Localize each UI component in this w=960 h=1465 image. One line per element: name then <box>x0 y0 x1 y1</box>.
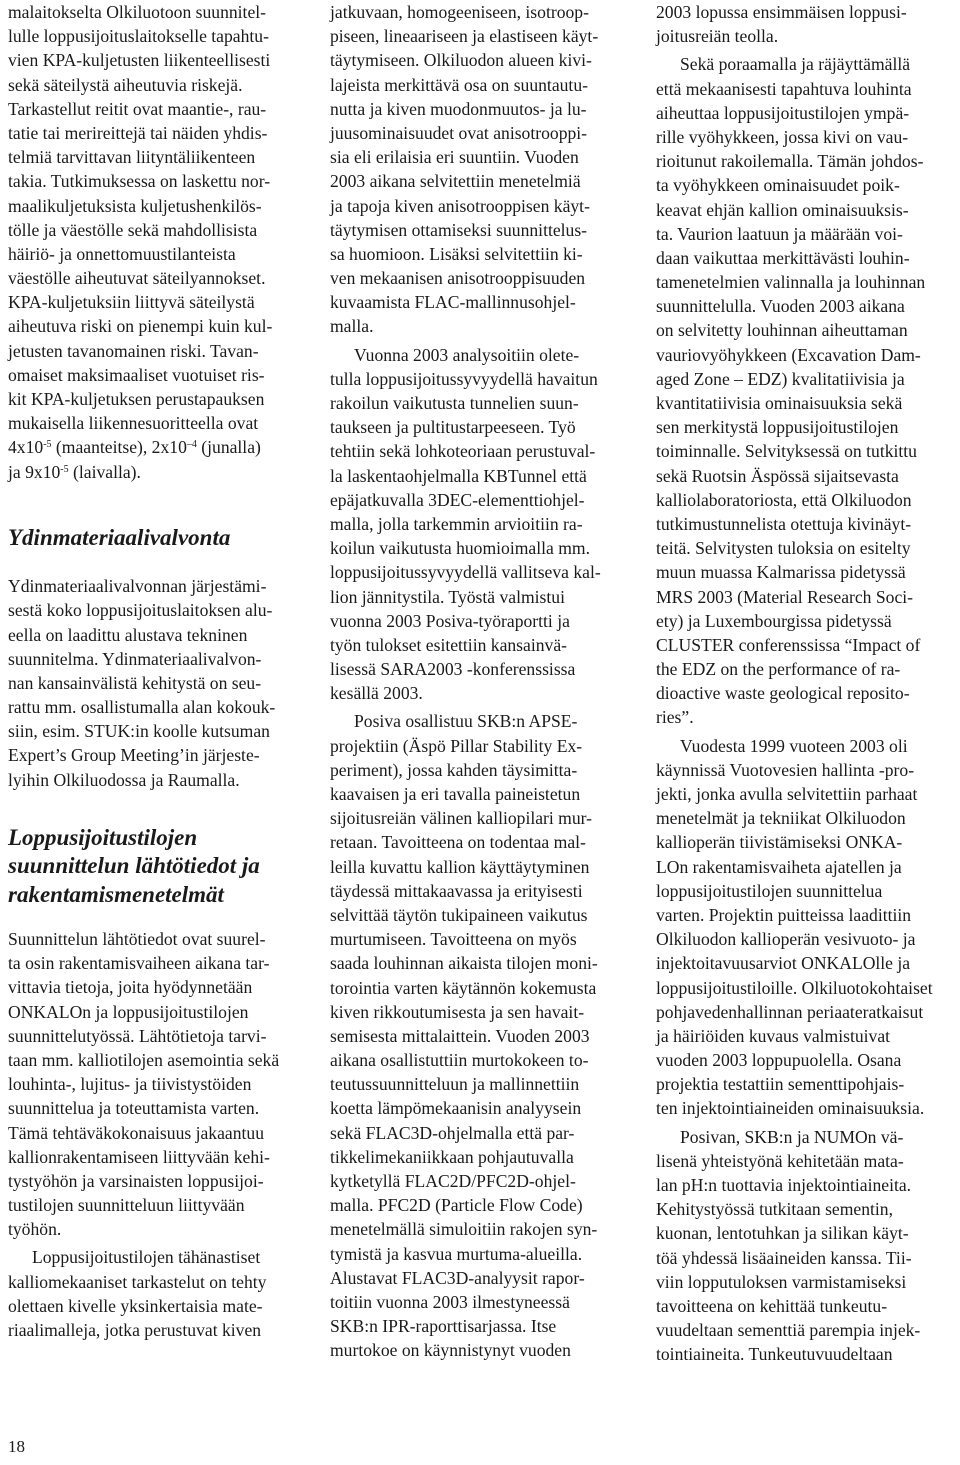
text-line: Vuodesta 1999 vuoteen 2003 oli <box>680 735 908 756</box>
text-line: suunnittelulla. Vuoden 2003 aikana <box>656 296 905 317</box>
paragraph-apse-project <box>330 709 632 1362</box>
text-line: epäjatkuvalla 3DEC-elementtiohjel- <box>330 489 585 510</box>
text-line: ries”. <box>656 707 694 728</box>
text-line: lulle loppusijoituslaitokselle tapahtu- <box>8 26 269 47</box>
text-line: lisenä yhteistyönä kehitetään mata- <box>656 1150 904 1171</box>
text-line: sekä FLAC3D-ohjelmalla että par- <box>330 1122 575 1143</box>
paragraph-grouting <box>656 1125 954 1367</box>
text-line: projektiin (Äspö Pillar Stability Ex- <box>330 735 583 756</box>
text-line: kesällä 2003. <box>330 683 423 704</box>
paragraph-fracturing-analysis <box>330 343 632 706</box>
text-line: kalliolaboratoriosta, että Olkiluodon <box>656 489 912 510</box>
text-line: täytymiseen. Olkiluodon alueen kivi- <box>330 50 592 71</box>
text-line: tikkelimekaniikkaan pohjautuvalla <box>330 1146 574 1167</box>
text-line: vuoden 2003 loppupuolella. Osana <box>656 1050 902 1071</box>
paragraph-anisotropy <box>330 0 632 339</box>
text-line: loppusijoitussyvyydellä vallitseva kal- <box>330 562 601 583</box>
text-line: aged Zone – EDZ) kvalitatiivisia ja <box>656 368 905 389</box>
text-line: kytketyllä FLAC2D/PFC2D-ohjel- <box>330 1171 576 1191</box>
text-line: koetta lämpömekaanisin analyysein <box>330 1098 582 1119</box>
text-line: takia. Tutkimuksessa on laskettu nor- <box>8 171 271 192</box>
paragraph-transport-risk <box>8 0 306 435</box>
text-line: Kehitystyössä tutkitaan sementin, <box>656 1199 893 1220</box>
text-line: tutkimustunnelista otettuja kivinäyt- <box>656 513 912 534</box>
text-line: Sekä poraamalla ja räjäyttämällä <box>680 54 911 75</box>
text-line: tystyöhön ja varsinaisten loppusijoi- <box>8 1170 264 1191</box>
text-line: tamenetelmien valinnalla ja louhinnan <box>656 272 926 293</box>
text-line: tavoitteena on kehittää tunkeutu- <box>656 1295 888 1316</box>
text-line: kaavaisen ja eri tavalla paineistetun <box>330 784 581 804</box>
paragraph-leakage-control <box>656 734 954 1121</box>
text-line: tehtiin sekä lohkoteoriaan perustuval- <box>330 441 596 462</box>
text-line: että mekaanisesti tapahtuva louhinta <box>656 78 912 99</box>
text-line: murtumiseen. Tavoitteena on myös <box>330 929 577 950</box>
text-line: telmiä tarvittavan liityntäliikenteen <box>8 147 256 168</box>
text-line: ta osin rakentamisvaiheen aikana tar- <box>8 953 270 974</box>
text-line: sen merkitystä loppusijoitustilojen <box>656 417 899 438</box>
text-line: varten. Projektin puitteissa laadittiin <box>656 904 912 925</box>
text-line: jatkuvaan, homogeeniseen, isotroop- <box>330 2 589 22</box>
text-line: murtokoe on käynnistynyt vuoden <box>330 1340 571 1361</box>
text-line: jetusten tavanomainen riski. Tavan- <box>8 340 259 361</box>
text-line-risk-values: $4x10^{-5}$ (maanteitse), $2x10^{-4}$ (junalla) <box>8 437 261 458</box>
text-line: piseen, lineaariseen ja elastiseen käyt- <box>330 26 599 47</box>
text-line: teitä. Selvitysten tuloksia on esitelty <box>656 538 911 559</box>
text-line: ta vyöhykkeen ominaisuudet poik- <box>656 175 900 196</box>
heading-design-basis <box>8 824 306 909</box>
text-line: rioitunut rakoilemalla. Tämän johdos- <box>656 151 924 172</box>
text-line: vauriovyöhykkeen (Excavation Dam- <box>656 344 921 365</box>
text-line: leilla kuvattu kallion käyttäytyminen <box>330 856 590 877</box>
text-line: ten injektointiaineiden ominaisuuksia. <box>656 1098 925 1119</box>
text-line: kvantitatiivisia ominaisuuksia sekä <box>656 393 903 413</box>
text-line: tointiaineita. Tunkeutuvuudeltaan <box>656 1344 893 1365</box>
text-line: ety) ja Luxembourgissa pidetyssä <box>656 610 892 631</box>
text-line: tatie tai merireittejä tai näiden yhdis- <box>8 122 268 143</box>
text-line: malaitokselta Olkiluotoon suunnitel- <box>8 2 267 22</box>
text-line: maalikuljetuksista kuljetushenkilös- <box>8 195 262 216</box>
text-line: Vuonna 2003 analysoitiin olete- <box>354 344 580 365</box>
column-left <box>8 0 306 1342</box>
text-line: Ydinmateriaalivalvonnan järjestämi- <box>8 576 267 597</box>
text-line: eella on laadittu alustava tekninen <box>8 624 248 645</box>
text-line: olettaen kivelle yksinkertaisia mate- <box>8 1295 263 1316</box>
paragraph-edz <box>656 52 954 729</box>
text-line: semisesta mittalaittein. Vuoden 2003 <box>330 1025 590 1046</box>
text-line: kallionrakentamiseen liittyvään kehi- <box>8 1146 270 1167</box>
text-line: menetelmällä simuloitiin rakojen syn- <box>330 1219 598 1240</box>
text-line: aikana osallistuttiin murtokokeen to- <box>330 1050 589 1071</box>
heading-line: Loppusijoitustilojen <box>8 824 198 850</box>
text-line: toiminnalle. Selvityksessä on tutkittu <box>656 441 917 462</box>
paragraph-safeguards <box>8 574 306 792</box>
text-line: periment), jossa kahden täysimitta- <box>330 759 578 780</box>
text-line: Alustavat FLAC3D-analyysit rapor- <box>330 1267 585 1288</box>
text-line: sijoitusreiän välinen kalliopilari mur- <box>330 808 593 829</box>
text-line: muun muassa Kalmarissa pidetyssä <box>656 562 906 583</box>
text-line: sekä säteilystä aiheutuvia riskejä. <box>8 74 243 95</box>
text-line: taukseen ja pultitustarpeeseen. Työ <box>330 417 576 438</box>
text-line: loppusijoitustilojen suunnittelua <box>656 880 883 901</box>
text-line: sestä koko loppusijoituslaitoksen alu- <box>8 600 273 621</box>
text-line: MRS 2003 (Material Research Soci- <box>656 586 914 607</box>
text-line: juusominaisuudet ovat anisotrooppi- <box>330 122 588 143</box>
text-line: tulla loppusijoitussyvyydellä havaitun <box>330 368 598 389</box>
text-line: Posiva osallistuu SKB:n APSE- <box>354 711 578 732</box>
text-line: työhön. <box>8 1219 62 1240</box>
text-line: selvittää täytön tukipaineen vaikutus <box>330 904 588 925</box>
text-line: omaiset maksimaaliset vuotuiset ris- <box>8 364 265 385</box>
text-line: kuvaamista FLAC-mallinnusohjel- <box>330 292 576 313</box>
text-line: teutussuunnitteluun ja mallinnettiin <box>330 1074 580 1095</box>
text-line: vuudeltaan sementtiä parempia injek- <box>656 1320 921 1341</box>
column-right <box>656 0 954 1367</box>
text-line: kiven rikkoutumisesta ja sen havait- <box>330 1001 585 1022</box>
text-line: loppusijoitustiloille. Olkiluotokohtaiset <box>656 977 933 998</box>
text-line: rakoilun vaikutusta tunnelien suun- <box>330 393 579 413</box>
text-line: kuonan, lentotuhkan ja silikan käyt- <box>656 1223 909 1244</box>
text-line: tölle ja väestölle sekä mahdollisista <box>8 219 258 240</box>
text-line: vuonna 2003 Posiva-työraportti ja <box>330 610 570 631</box>
text-line: saada louhinnan aikaista tilojen moni- <box>330 953 598 974</box>
text-line: Expert’s Group Meeting’in järjeste- <box>8 745 260 766</box>
text-line: Loppusijoitustilojen tähänastiset <box>32 1247 261 1268</box>
text-line: Suunnittelun lähtötiedot ovat suurel- <box>8 929 266 949</box>
text-line: SKB:n IPR-raporttisarjassa. Itse <box>330 1316 557 1337</box>
text-line: sa huomioon. Lisäksi selvitettiin ki- <box>330 243 583 264</box>
text-line: vien KPA-kuljetusten liikenteellisesti <box>8 50 271 71</box>
text-line: daan vaikuttaa merkittävästi louhin- <box>656 247 910 268</box>
text-line: projektia testattiin sementtipohjais- <box>656 1074 905 1095</box>
text-line: riaalimalleja, jotka perustuvat kiven <box>8 1320 262 1340</box>
text-line: ja häiriöiden kuvaus valmistuivat <box>656 1025 891 1046</box>
text-line: lan pH:n tuottavia injektointiaineita. <box>656 1175 912 1195</box>
text-line: kit KPA-kuljetuksen perustapauksen <box>8 389 265 409</box>
text-line: nan kansainvälistä kehitystä on seu- <box>8 672 262 693</box>
text-line: lisessä SARA2003 -konferenssissa <box>330 659 576 680</box>
text-line: häiriö- ja onnettomuustilanteista <box>8 243 236 264</box>
text-line: Olkiluodon kallioperän vesivuoto- ja <box>656 929 916 950</box>
text-line: mukaisella liikennesuoritteella ovat <box>8 413 259 434</box>
text-line: tustilojen suunnitteluun liittyvään <box>8 1195 245 1216</box>
text-line: aiheuttaa loppusijoitustilojen ympä- <box>656 102 910 123</box>
text-line: sia eli erilaisia eri suuntiin. Vuoden <box>330 147 579 168</box>
text-line: LOn rakentamisvaiheta ajatellen ja <box>656 856 902 877</box>
text-line: toitiin vuonna 2003 ilmestyneessä <box>330 1291 570 1312</box>
text-line: aiheutuva riski on pienempi kuin kul- <box>8 316 273 337</box>
text-line: suunnittelua ja toteuttamista varten. <box>8 1098 260 1119</box>
paragraph-first-hole <box>656 0 954 48</box>
page-number: 18 <box>8 1437 25 1456</box>
text-line: pohjavedenhallinnan periaateratkaisut <box>656 1001 924 1022</box>
text-line: Posivan, SKB:n ja NUMOn vä- <box>680 1126 904 1147</box>
text-line: vittavia tietoja, joita hyödynnetään <box>8 977 253 998</box>
text-line: väestölle aiheutuvat säteilyannokset. <box>8 268 266 289</box>
text-line: siin, esim. STUK:in koolle kutsuman <box>8 721 270 742</box>
text-line: töä yhdessä lisäaineiden kanssa. Tii- <box>656 1247 912 1268</box>
text-line: ta. Vaurion laatuun ja määrään voi- <box>656 223 903 244</box>
text-line: täydessä mittakaavassa ja erityisesti <box>330 880 583 901</box>
text-line: louhinta-, lujitus- ja tiivistystöiden <box>8 1074 252 1095</box>
text-line: työn tulokset esitettiin kansainvä- <box>330 634 567 655</box>
text-line: the EDZ on the performance of ra- <box>656 659 901 680</box>
text-line: dioactive waste geological reposito- <box>656 683 910 704</box>
text-line: sekä Ruotsin Äspössä sijaitsevasta <box>656 465 899 486</box>
text-line: malla, jolla tarkemmin arvioitiin ra- <box>330 513 583 534</box>
text-line: täytymisen ottamiseksi suunnittelus- <box>330 219 588 240</box>
text-line: 2003 aikana selvitettiin menetelmiä <box>330 171 581 192</box>
text-line: malla. <box>330 316 374 337</box>
text-line: retaan. Tavoitteena on todentaa mal- <box>330 832 586 853</box>
text-line: Tarkastellut reitit ovat maantie-, rau- <box>8 98 267 119</box>
paragraph-rock-mechanics <box>8 1245 306 1342</box>
text-line: lion jännitystila. Työstä valmistui <box>330 586 565 607</box>
text-line: KPA-kuljetuksiin liittyvä säteilystä <box>8 292 255 313</box>
text-line: jekti, jonka avulla selvitettiin parhaat <box>656 784 918 804</box>
text-line: tymistä ja kasvua murtuma-alueilla. <box>330 1243 583 1264</box>
text-line: suunnitelma. Ydinmateriaalivalvon- <box>8 648 262 669</box>
text-line: lyihin Olkiluodossa ja Raumalla. <box>8 769 240 790</box>
text-line: suunnittelutyössä. Lähtötietoja tarvi- <box>8 1025 267 1046</box>
text-line: rattu mm. osallistumalla alan kokouk- <box>8 697 276 718</box>
text-line: ven mekaanisen anisotrooppisuuden <box>330 268 586 289</box>
text-line: on selvitetty louhinnan aiheuttaman <box>656 320 908 341</box>
text-line: ja tapoja kiven anisotrooppisen käyt- <box>330 195 590 216</box>
text-line: injektoitavuusarviot ONKALOlle ja <box>656 953 911 974</box>
text-line: torointia varten käytännön kokemusta <box>330 977 597 998</box>
text-line: käynnissä Vuotovesien hallinta -pro- <box>656 759 915 780</box>
text-line: CLUSTER conferenssissa “Impact of <box>656 634 921 655</box>
text-line: la laskentaohjelmalla KBTunnel että <box>330 465 587 486</box>
text-line: joitusreiän teolla. <box>656 26 779 47</box>
text-line: Tämä tehtäväkokonaisuus jakaantuu <box>8 1122 265 1143</box>
text-line: malla. PFC2D (Particle Flow Code) <box>330 1195 583 1216</box>
text-line: rille vyöhykkeen, jossa kivi on vau- <box>656 126 909 147</box>
text-line: keavat ehjän kallion ominaisuuksis- <box>656 199 909 220</box>
text-line: ONKALOn ja loppusijoitustilojen <box>8 1001 249 1022</box>
heading-safeguards: Ydinmateriaalivalvonta <box>8 524 231 550</box>
text-line: nutta ja kiven muodonmuutos- ja lu- <box>330 98 587 119</box>
text-line: viin lopputuloksen varmistamiseksi <box>656 1271 907 1292</box>
heading-line: rakentamismenetelmät <box>8 881 224 907</box>
text-line: kalliomekaaniset tarkastelut on tehty <box>8 1271 267 1292</box>
text-line: lajeista merkittävä osa on suuntautu- <box>330 74 588 95</box>
paragraph-design-basis <box>8 927 306 1241</box>
heading-line: suunnittelun lähtötiedot ja <box>8 853 260 879</box>
text-line: menetelmät ja tekniikat Olkiluodon <box>656 808 906 829</box>
column-middle <box>330 0 632 1363</box>
text-line: taan mm. kalliotilojen asemointia sekä <box>8 1049 280 1070</box>
text-line-risk-ship: ja $9x10^{-5}$ (laivalla). <box>8 461 141 482</box>
text-line: kallioperän tiivistämiseksi ONKA- <box>656 832 903 853</box>
text-line: koilun vaikutusta huomioimalla mm. <box>330 538 590 559</box>
text-line: 2003 lopussa ensimmäisen loppusi- <box>656 2 907 22</box>
